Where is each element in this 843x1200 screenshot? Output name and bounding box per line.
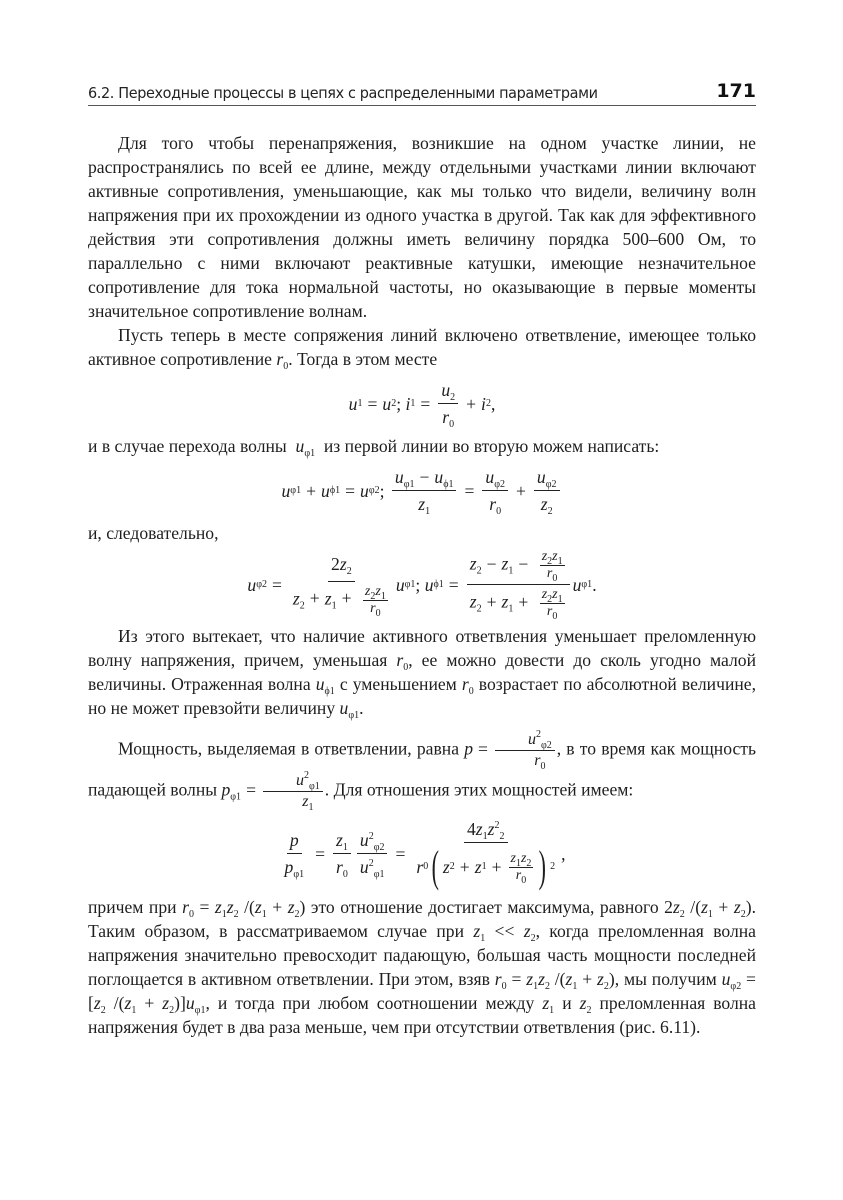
paragraph-2: Пусть теперь в месте сопряжения линий включено ответвление, имеющее только активное сопротивление $r_0$. Тогда в этом месте [88, 325, 756, 372]
paragraph-5: Из этого вытекает, что наличие активного ответвления уменьшает преломленную волну напряжения, причем, уменьшая $r_0$, ее можно довести до сколь угодно малой величины. Отраженная волна $u_{\phi 1}$ с уменьшением $r_0$ возрастает по абсолютной величине, но не может превзойти величину $u_{\varphi 1}$. [88, 626, 756, 721]
paragraph-4: и, следовательно, [88, 523, 219, 543]
paragraph-3: и в случае перехода волны $u_{\varphi 1}$ из первой линии во вторую можем написать: [88, 436, 660, 459]
section-title: 6.2. Переходные процессы в цепях с распределенными параметрами [88, 84, 598, 102]
paragraph-6: Мощность, выделяемая в ответвлении, равна p = $\frac{u^2_{\varphi 2}}{r_0}$ , в то время как мощность падающей волны $p_{\varphi 1}$ = $\frac{u^2_{\varphi 1}}{z_1}$ . Для отношения этих мощностей имеем: [88, 729, 756, 813]
page-body [88, 131, 756, 1039]
paragraph-1: Для того чтобы перенапряжения, возникшие на одном участке линии, не распространялись по всей ее длине, между отдельными участками линии включают активные сопротивления, уменьшающие, как мы только что видели, величину волн напряжения при их прохождении из одного участка в другой. Так как для эффективного действия эти сопротивления должны иметь величину порядка 500–600 Ом, то параллельно с ними включают реактивные катушки, имеющие незначительное сопротивление для тока нормальной частоты, но оказывающие в первые моменты значительное сопротивление волнам. [88, 133, 756, 321]
equation-2: u φ1 + u ϕ1 = u φ2 ; $\frac{u_{\varphi 1} - u_{\phi 1}}{z_1}$ = $\frac{u_{\varphi 2}}{r_0}$ + $\frac{u_{\varphi 2}}{z_2}$ [88, 466, 756, 515]
running-header [88, 76, 756, 106]
page-number: 171 [716, 80, 756, 102]
paragraph-7: причем при $r_0 = z_1z_2$ $/(z_1 + z_2)$ это отношение достигает максимума, равного $2z_2$ $/(z_1 + z_2)$. Таким образом, в рассматриваемом случае при $z_1 << z_2$, когда преломленная волна напряжения значительно превосходит падающую, большая часть мощности последней поглощается в активном ответвлении. При этом, взяв $r_0 = z_1z_2$ $/(z_1 + z_2)$, мы получим $u_{\varphi 2} = [z_2$ $/(z_1 + z_2)]u_{\varphi 1}$, и тогда при любом соотношении между $z_1$ и $z_2$ преломленная волна напряжения будет в два раза меньше, чем при отсутствии ответвления (рис. 6.11). [88, 897, 756, 1037]
equation-1: u 1 = u 2 ; i 1 = $\frac{u_2}{r_0}$ + i 2 , [348, 380, 496, 430]
book-page [88, 76, 756, 1039]
equation-4: $\frac{p}{p_{\varphi 1}}$ = $\frac{z_1}{r_0}$ $\frac{u^2_{\varphi 2}}{u^2_{\varphi 1}}$ = $4z_1z^2_2$ r 0 ( z 2 + z 1 + $\frac{z_1z_2}{r_0}$ ) 2 , [284, 819, 566, 891]
equation-3: u φ2 = $2z_2$ $z_2 + z_1$ + $\frac{z_2z_1}{r_0}$ u φ1 ; u ϕ1 = $z_2 - z_1$ − $\frac{z_2z_1}{r_0}$ $z_2 + z_1$ + $\frac{z_2z_1}{r_0}$ u φ1 . [247, 549, 597, 622]
